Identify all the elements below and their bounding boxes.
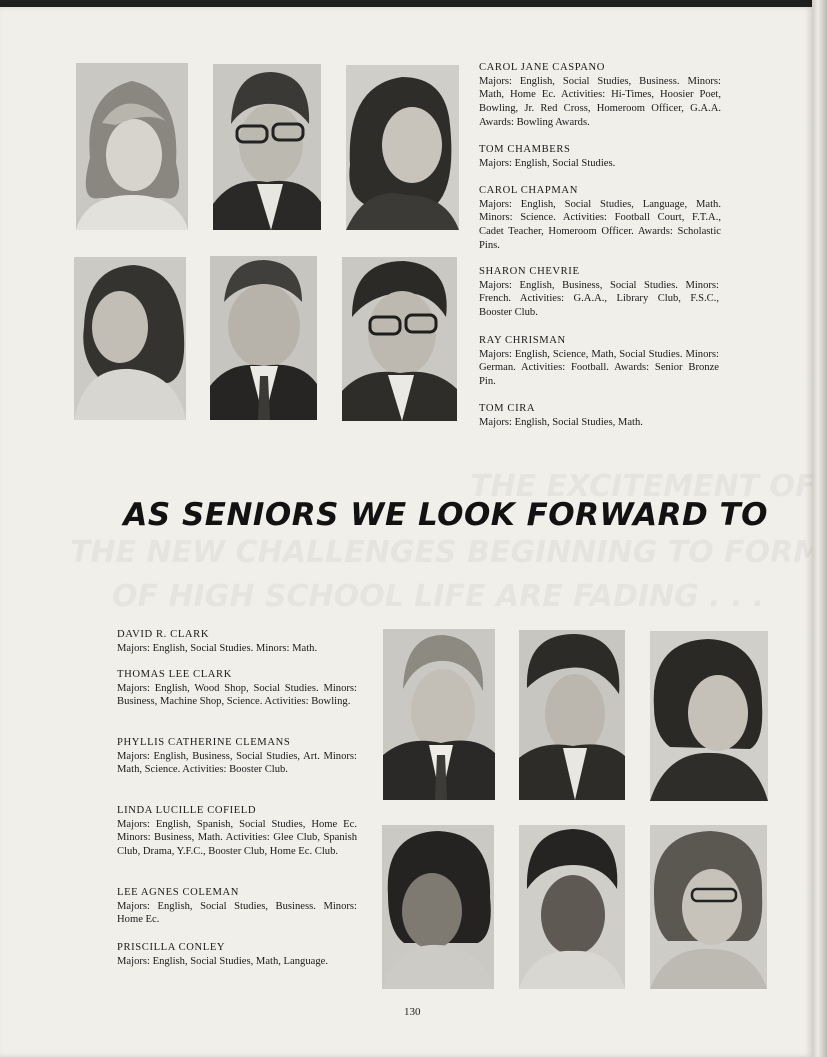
scan-top-edge (0, 0, 827, 7)
page-headline: AS SENIORS WE LOOK FORWARD TO (123, 497, 768, 533)
portrait-photo (519, 630, 625, 800)
portrait-photo (74, 257, 186, 420)
senior-name: THOMAS LEE CLARK (117, 669, 232, 680)
bleed-through-text (112, 579, 764, 614)
yearbook-page (0, 7, 812, 1057)
bleed-through-text (70, 535, 823, 570)
senior-details: Majors: English, Spanish, Social Studies, Home Ec. Minors: Business, Math. Activities: Glee Club, Spanish Club, Drama, Y.F.C., Booster Club, Home Ec. Club. (117, 818, 357, 858)
senior-details: Majors: English, Business, Social Studies, Art. Minors: Math, Science. Activities: Booster Club. (117, 750, 357, 776)
portrait-photo (342, 257, 457, 421)
portrait-photo (76, 63, 188, 230)
senior-name: DAVID R. CLARK (117, 629, 210, 640)
portrait-photo (383, 629, 495, 800)
portrait-photo (519, 825, 625, 989)
senior-name: LINDA LUCILLE COFIELD (117, 805, 257, 816)
senior-bio (479, 265, 719, 320)
senior-bio (479, 61, 721, 130)
senior-bio (117, 668, 357, 709)
senior-bio (117, 886, 357, 927)
senior-name: LEE AGNES COLEMAN (117, 887, 240, 898)
portrait-photo (382, 825, 494, 989)
portrait-photo (650, 825, 767, 989)
page-number: 130 (404, 1006, 421, 1018)
senior-details: Majors: English, Social Studies, Math. (479, 416, 643, 428)
senior-details: Majors: English, Business, Social Studies. Minors: French. Activities: G.A.A., Library Club, F.S.C., Booster Club. (479, 279, 719, 319)
portrait-photo (210, 256, 317, 420)
portrait-photo (346, 65, 459, 230)
senior-details: Majors: English, Social Studies. (479, 157, 616, 169)
senior-details: Majors: English, Wood Shop, Social Studies. Minors: Business, Machine Shop, Science. Activities: Bowling. (117, 682, 357, 708)
senior-bio (479, 334, 719, 389)
book-spine-edge (812, 0, 827, 1057)
senior-bio (479, 143, 721, 170)
senior-bio (117, 804, 357, 859)
senior-bio (479, 184, 721, 253)
senior-name: CAROL JANE CASPANO (479, 62, 605, 73)
senior-bio (117, 941, 357, 968)
senior-name: PRISCILLA CONLEY (117, 942, 226, 953)
senior-name: CAROL CHAPMAN (479, 185, 578, 196)
senior-name: RAY CHRISMAN (479, 335, 566, 346)
senior-name: PHYLLIS CATHERINE CLEMANS (117, 737, 291, 748)
senior-details: Majors: English, Science, Math, Social Studies. Minors: German. Activities: Football. Awards: Senior Bronze Pin. (479, 348, 719, 388)
senior-details: Majors: English, Social Studies, Business. Minors: Math, Home Ec. Activities: Hi-Times, Hoosier Poet, Bowling, Jr. Red Cross, Homeroom Officer, G.A.A. Awards: Bowling Awards. (479, 75, 721, 128)
senior-details: Majors: English, Social Studies, Language, Math. Minors: Science. Activities: Football Court, F.T.A., Cadet Teacher, Homeroom Officer. Awards: Scholastic Pins. (479, 198, 721, 251)
senior-details: Majors: English, Social Studies, Math, Language. (117, 955, 328, 967)
portrait-photo (213, 64, 321, 230)
senior-bio (479, 402, 719, 429)
senior-bio (117, 736, 357, 777)
senior-details: Majors: English, Social Studies. Minors: Math. (117, 642, 318, 654)
portrait-photo (650, 631, 768, 801)
senior-name: SHARON CHEVRIE (479, 266, 580, 277)
senior-name: TOM CIRA (479, 403, 536, 414)
senior-name: TOM CHAMBERS (479, 144, 571, 155)
senior-details: Majors: English, Social Studies, Business. Minors: Home Ec. (117, 900, 357, 926)
senior-bio (117, 628, 357, 655)
